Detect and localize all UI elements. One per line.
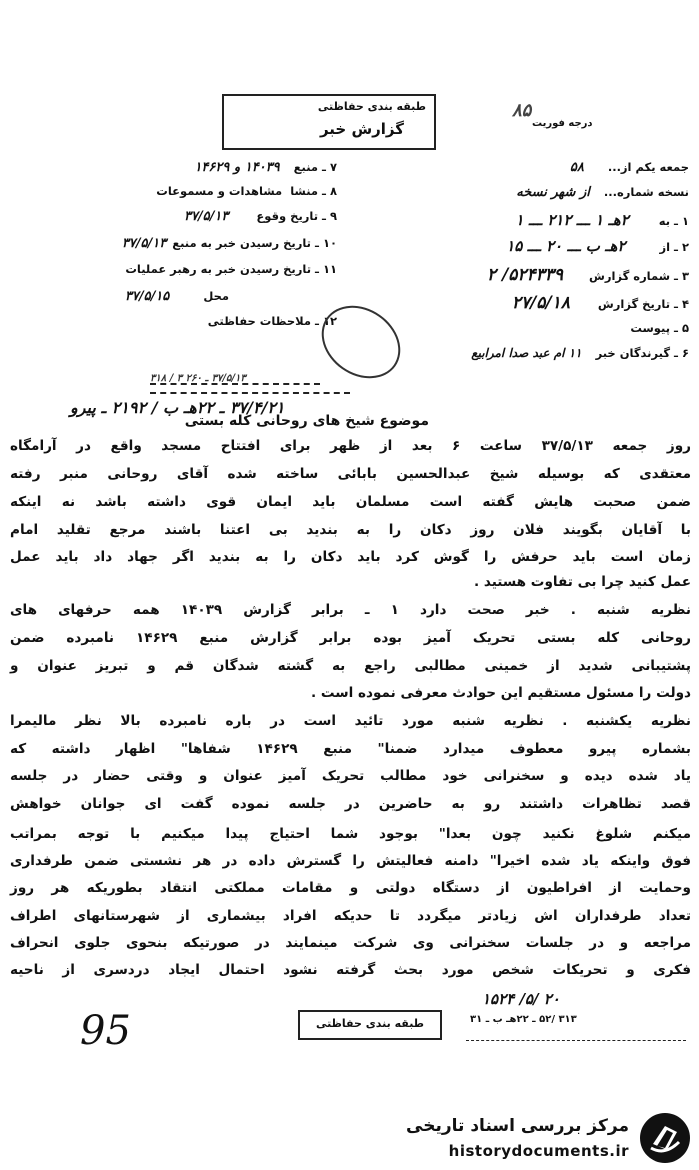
left-field-6 [208, 314, 337, 328]
footer-code-1: ۱۵۲۴ /۵/ ۲۰ [482, 990, 560, 1008]
body-line: قصد تظاهرات داشتند رو به حاضرین در جلسه نموده گفت ای جوانان خواهش [10, 796, 691, 812]
field-label: ۸ ـ منشا [290, 184, 337, 198]
left-field-1 [156, 184, 337, 198]
field-value: ۲۷/۵/۱۸ [511, 293, 570, 313]
body-line: فوق واینکه یاد شده اخیرا" دامنه فعالیتش را گسترش داده در هر نشستی ضمن طرفداری [10, 853, 691, 869]
body-line: تعداد طرفداران اش زیادتر میگردد تا حدیکه افراد بیشماری از شهرستانهای اطراف [10, 908, 691, 924]
field-label: نسخه شماره... [603, 185, 689, 199]
right-field-1 [516, 185, 689, 200]
reference-line: ۳۷/۴/۲۱ ـ ۲۲هـ ب / ۲۱۹۲ ـ پیرو [70, 398, 285, 417]
field-value: ۵۸ [569, 160, 584, 175]
left-field-2 [184, 209, 337, 224]
left-field-5 [125, 289, 229, 304]
field-label: ۶ ـ گیرندگان خبر [595, 346, 689, 360]
body-line: یاد شده دیده و سخنرانی خود مطالب تحریک آمیز عنوان و وقتی حضار در جلسه [10, 768, 691, 784]
right-field-7 [471, 346, 689, 360]
field-value: از شهر نسخه [516, 185, 590, 200]
field-label: ۳ ـ شماره گزارش [589, 269, 689, 283]
footer-classification-label: طبقه بندی حفاظتی [315, 1017, 425, 1030]
field-label: ۱ ـ به [658, 214, 689, 228]
field-label: جمعه یکم از... [607, 160, 689, 174]
body-line: روحانی کله بستی تحریک آمیز بوده برابر گزارش منبع ۱۴۶۲۹ نامبرده ضمن [10, 630, 691, 646]
right-field-6 [630, 321, 689, 335]
right-field-3 [506, 237, 689, 255]
watermark-logo [406, 1108, 699, 1170]
left-field-4 [125, 262, 337, 276]
page-number-handwritten: 95 [80, 1008, 131, 1054]
field-value: مشاهدات و مسموعات [156, 184, 283, 198]
field-label: محل [203, 289, 229, 303]
field-value: ۲هـ ۱ ـــ ۲۱۲ ـــ ۱ [515, 211, 629, 229]
urgency-degree-label: درجه فوریت [532, 118, 593, 129]
body-line: میکنم شلوغ نکنید چون بعدا" بوجود شما احتیاج پیدا میکنیم با توجه بمراتب [10, 826, 691, 842]
footer-code-2: ۳۱۳ /۵۲ ـ ۲۲هـ ب ـ ۳۱ [470, 1014, 577, 1025]
body-line: دولت را مسئول مستقیم این حوادث معرفی نموده است . [310, 685, 691, 701]
body-line: زمان است باید حرفش را گوش کرد باید دکان را به بندید اگر جهاد داد باید عمل [10, 549, 691, 565]
body-line: وحمایت از افراطیون از دستگاه دولتی و مقامات مملکتی انتقاد بطوریکه هر روز [10, 880, 691, 896]
body-line: معتقدی که بوسیله شیخ عبدالحسین بابائی ساخته شده آقای روحانی منبر رفته [10, 466, 691, 482]
right-field-5 [512, 293, 689, 313]
left-field-3 [122, 236, 337, 251]
field-label: ۱۲ ـ ملاحظات حفاظتی [207, 314, 337, 328]
field-label: ۷ ـ منبع [293, 160, 337, 174]
classification-label: طبقه بندی حفاظتی [317, 100, 426, 113]
received-stamp [308, 291, 415, 393]
field-value: ۱۱ ام عبد صدا امرابیع [471, 346, 582, 360]
body-line: ضمن صحبت هایش گفته است مسلمان باید ایمان قوی داشته باشد نه اینکه [10, 494, 691, 510]
field-label: ۱۱ ـ تاریخ رسیدن خبر به رهبر عملیات [125, 262, 337, 276]
report-title: گزارش خبر [319, 120, 404, 138]
field-value: ۳۷/۵/۱۵ [124, 289, 170, 304]
logo-name: مرکز بررسی اسناد تاریخی [406, 1116, 629, 1136]
field-label: ۹ ـ تاریخ وقوع [256, 209, 337, 223]
body-line: پشتیبانی شدید از خمینی مطالبی راجع به گشته شدگان قم و تبریز عنوان و [10, 658, 691, 674]
footer-classification-box [298, 1010, 442, 1040]
body-line: فکری و تحریکات شخص مورد بحث گرفته نشود احتمال ایجاد دردسری از ناحیه [10, 962, 691, 978]
book-logo-icon [639, 1112, 691, 1164]
field-value: ۱۴۰۳۹ و ۱۴۶۲۹ [194, 160, 280, 175]
body-line: مراجعه و در جلسات سخنرانی وی شرکت مینمایند در صورتیکه بنحوی جلوی انحراف [10, 935, 691, 951]
right-field-4 [487, 265, 689, 285]
classification-box [222, 94, 436, 150]
right-field-0 [570, 160, 689, 175]
divider [150, 392, 350, 394]
body-line: روز جمعه ۳۷/۵/۱۳ ساعت ۶ بعد از ظهر برای افتتاح مسجد واقع در آرامگاه [10, 438, 691, 454]
field-value: ۲هـ ب ـــ ۲۰ ـــ ۱۵ [506, 237, 626, 255]
right-field-2 [516, 211, 689, 229]
body-line: با آقایان بگویند فلان روز دکان را به بندید بی اعتنا باشند مرجع تقلید امام [10, 522, 691, 538]
left-field-0 [194, 160, 337, 175]
body-line: نظریه یکشنبه . نظریه شنبه مورد تائید است در باره نامبرده بالا نظر مالیمرا [10, 713, 691, 729]
logo-url: historydocuments.ir [448, 1142, 629, 1160]
field-label: ۵ ـ پیوست [630, 321, 689, 335]
field-label: ۴ ـ تاریخ گزارش [597, 297, 689, 311]
field-label: ۱۰ ـ تاریخ رسیدن خبر به منبع [172, 236, 337, 250]
field-label: ۲ ـ از [659, 240, 689, 254]
reference-small: ۳۷/۵/۱۳ ـ ۲۶۰ ۳ / ۳۱۸ [150, 373, 246, 384]
subject-line: موضوع شیخ های روحانی کله بستی [184, 413, 429, 429]
divider [466, 1040, 686, 1041]
body-line: عمل کنید چرا بی تفاوت هستید . [473, 574, 691, 590]
field-value: ۵۲۴۳۳۹/ ۲ [486, 265, 563, 285]
body-line: بشماره پیرو معطوف میدارد ضمنا" منبع ۱۴۶۲۹ شفاها" اظهار داشته که [10, 741, 691, 757]
field-value: ۳۷/۵/۱۳ [121, 236, 167, 251]
body-line: نظریه شنبه . خبر صحت دارد ۱ ـ برابر گزارش ۱۴۰۳۹ همه حرفهای های [10, 602, 691, 618]
handwritten-annotation: ۸۵ [512, 100, 532, 121]
field-value: ۳۷/۵/۱۳ [183, 209, 229, 224]
